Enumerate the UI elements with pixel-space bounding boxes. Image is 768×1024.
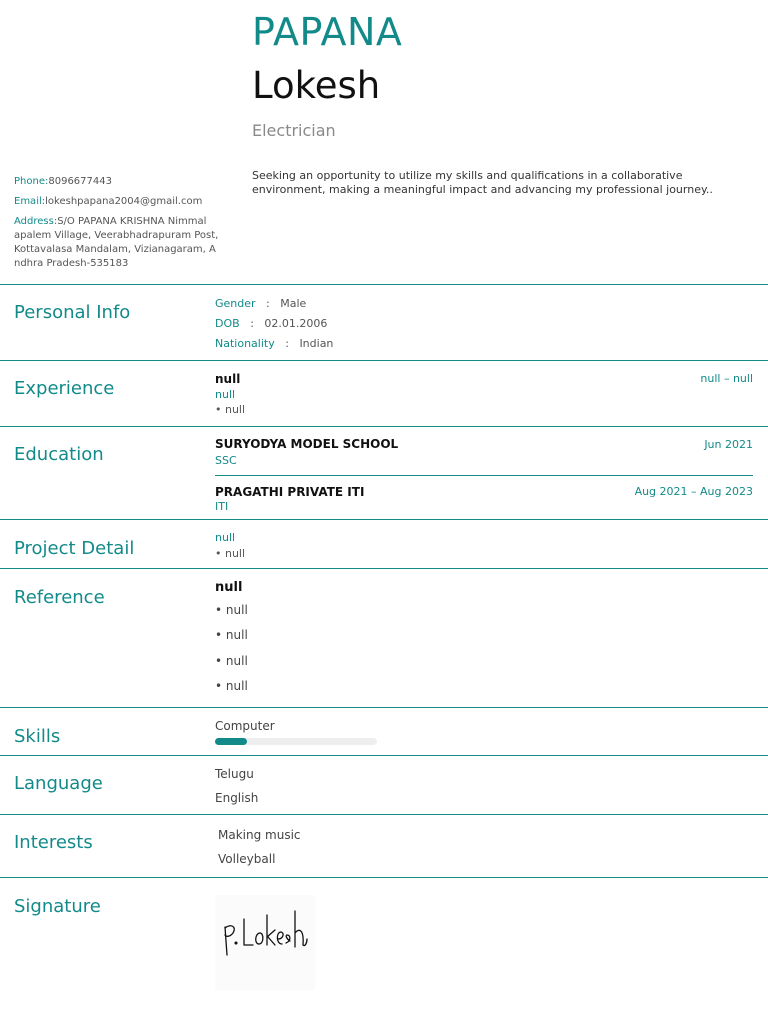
- email-value[interactable]: lokeshpapana2004@gmail.com: [45, 196, 203, 207]
- signature-mark: [215, 895, 315, 990]
- interest-item: Volleyball: [218, 852, 276, 866]
- gender-label: Gender: [215, 297, 256, 310]
- education-school: SURYODYA MODEL SCHOOL: [215, 437, 399, 451]
- gender-sep: :: [266, 297, 270, 310]
- signature-image: [215, 895, 315, 990]
- section-divider: [0, 426, 768, 427]
- skill-level-fill: [215, 738, 247, 745]
- last-name: PAPANA: [252, 10, 403, 54]
- education-school: PRAGATHI PRIVATE ITI: [215, 485, 365, 499]
- section-divider: [0, 284, 768, 285]
- contact-email: [14, 195, 220, 209]
- skill-name: Computer: [215, 719, 275, 733]
- dob-label: DOB: [215, 317, 240, 330]
- education-date: Aug 2021 – Aug 2023: [634, 485, 753, 498]
- section-title-skills: Skills: [14, 726, 61, 747]
- education-separator: [215, 475, 753, 476]
- education-degree: SSC: [215, 454, 237, 467]
- interest-item: Making music: [218, 828, 301, 842]
- reference-bullet: • null: [215, 603, 248, 617]
- skill-level-bar: [215, 738, 377, 745]
- personal-dob: [215, 317, 327, 330]
- language-item: Telugu: [215, 767, 254, 781]
- dob-sep: :: [250, 317, 254, 330]
- contact-phone: [14, 175, 220, 189]
- section-divider: [0, 519, 768, 520]
- section-divider: [0, 707, 768, 708]
- nationality-value: Indian: [299, 337, 334, 350]
- contact-address: [14, 215, 220, 271]
- reference-bullet: • null: [215, 628, 248, 642]
- section-divider: [0, 568, 768, 569]
- gender-value: Male: [280, 297, 307, 310]
- reference-title: null: [215, 580, 243, 595]
- address-label: Address:: [14, 216, 58, 227]
- education-degree: ITI: [215, 500, 229, 513]
- reference-bullet: • null: [215, 654, 248, 668]
- experience-subtitle: null: [215, 388, 236, 401]
- personal-gender: [215, 297, 306, 310]
- project-title: null: [215, 531, 236, 544]
- first-name: Lokesh: [252, 64, 381, 107]
- address-value: S/O PAPANA KRISHNA Nimmal apalem Village, Veerabhadrapuram Post, Kottavalasa Mandalam, Vizianagaram, A ndhra Pradesh-535183: [14, 216, 219, 269]
- section-divider: [0, 755, 768, 756]
- career-summary: Seeking an opportunity to utilize my skills and qualifications in a collaborative environment, making a meaningful impact and advancing my professional journey..: [252, 169, 713, 196]
- education-date: Jun 2021: [704, 438, 753, 451]
- nationality-sep: :: [285, 337, 289, 350]
- section-title-reference: Reference: [14, 587, 105, 608]
- section-title-project-detail: Project Detail: [14, 538, 135, 559]
- section-title-interests: Interests: [14, 832, 93, 853]
- job-title: Electrician: [252, 121, 336, 140]
- experience-title: null: [215, 372, 241, 386]
- section-title-language: Language: [14, 773, 103, 794]
- phone-value[interactable]: 8096677443: [48, 176, 112, 187]
- phone-label: Phone:: [14, 176, 49, 187]
- section-divider: [0, 814, 768, 815]
- reference-bullet: • null: [215, 679, 248, 693]
- section-title-signature: Signature: [14, 896, 101, 917]
- dob-value: 02.01.2006: [264, 317, 328, 330]
- section-divider: [0, 360, 768, 361]
- nationality-label: Nationality: [215, 337, 275, 350]
- email-label: Email:: [14, 196, 46, 207]
- language-item: English: [215, 791, 259, 805]
- section-divider: [0, 877, 768, 878]
- section-title-education: Education: [14, 444, 104, 465]
- project-bullet: • null: [215, 547, 246, 560]
- section-title-experience: Experience: [14, 378, 115, 399]
- section-title-personal-info: Personal Info: [14, 302, 131, 323]
- experience-dates: null – null: [700, 372, 753, 385]
- experience-bullet: • null: [215, 403, 246, 416]
- personal-nationality: [215, 337, 333, 350]
